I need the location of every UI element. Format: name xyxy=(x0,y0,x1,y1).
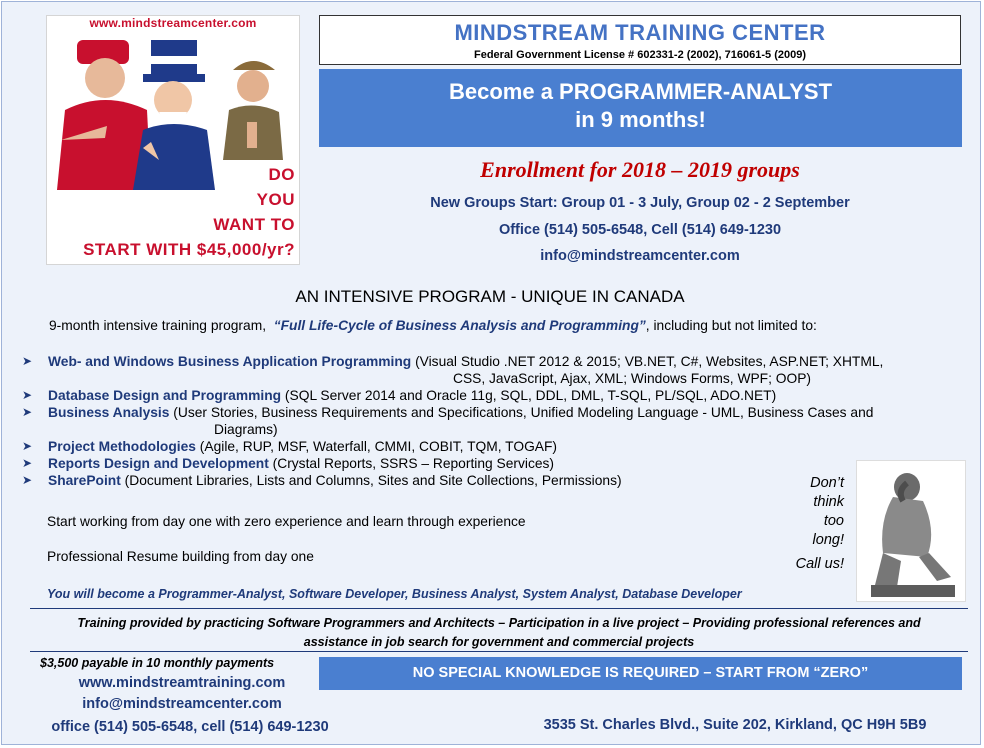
arrow-bullet-icon: ➤ xyxy=(22,388,33,402)
course-detail: (Crystal Reports, SSRS – Reporting Services) xyxy=(268,456,555,471)
course-title: Database Design and Programming xyxy=(48,388,282,403)
poster-url: www.mindstreamcenter.com xyxy=(89,16,257,30)
dont-think-line: long! xyxy=(812,532,844,548)
footer-email-link[interactable]: info@mindstreamcenter.com xyxy=(82,696,282,712)
arrow-bullet-icon: ➤ xyxy=(22,439,33,453)
poster-call-to-action xyxy=(83,162,295,262)
list-item xyxy=(22,438,962,455)
arrow-bullet-icon: ➤ xyxy=(22,405,33,419)
no-knowledge-banner: NO SPECIAL KNOWLEDGE IS REQUIRED – START FROM “ZERO” xyxy=(319,657,962,690)
intro-text-end: , including but not limited to: xyxy=(645,318,817,333)
course-detail: (User Stories, Business Requirements and Specifications, Unified Modeling Language - UML, Business Cases and xyxy=(169,405,874,420)
dont-think-line: think xyxy=(813,494,844,510)
course-title: Business Analysis xyxy=(48,405,170,420)
poster-cta-line: START WITH $45,000/yr? xyxy=(83,240,295,259)
career-outcomes-text: You will become a Programmer-Analyst, Software Developer, Business Analyst, System Analyst, Database Developer xyxy=(47,587,742,601)
dont-think-text xyxy=(810,474,844,550)
call-us-text: Call us! xyxy=(795,556,844,572)
center-title: MINDSTREAM TRAINING CENTER xyxy=(454,20,826,45)
intro-text: 9-month intensive training program, xyxy=(49,318,274,333)
course-title: Web- and Windows Business Application Programming xyxy=(48,354,412,369)
footer-phones: office (514) 505-6548, cell (514) 649-1230 xyxy=(51,719,329,735)
list-item xyxy=(22,404,962,438)
course-list xyxy=(22,353,962,489)
banner-line-1: Become a PROGRAMMER-ANALYST xyxy=(448,79,833,104)
thinker-statue-image xyxy=(856,460,966,602)
list-item xyxy=(22,387,962,404)
arrow-bullet-icon: ➤ xyxy=(22,456,33,470)
course-title: SharePoint xyxy=(48,473,121,488)
price-text: $3,500 payable in 10 monthly payments xyxy=(40,656,275,670)
banner-line-2: in 9 months! xyxy=(575,107,706,132)
course-detail: (Agile, RUP, MSF, Waterfall, CMMI, COBIT, TQM, TOGAF) xyxy=(195,439,558,454)
recruitment-poster-image xyxy=(46,15,300,265)
title-box xyxy=(319,15,961,65)
dont-think-line: Don’t xyxy=(810,475,844,491)
poster-cta-line: WANT TO xyxy=(213,215,295,234)
thinker-statue-icon xyxy=(857,461,965,601)
training-line-1: Training provided by practicing Software Programmers and Architects – Participation in a live project – Providing professional references and xyxy=(77,616,921,630)
course-detail-cont: CSS, JavaScript, Ajax, XML; Windows Forms, WPF; OOP) xyxy=(453,371,812,386)
license-text: Federal Government License # 602331-2 (2002), 716061-5 (2009) xyxy=(473,49,807,61)
divider-bottom xyxy=(30,651,968,652)
poster-cta-line: YOU xyxy=(256,190,295,209)
list-item xyxy=(22,353,962,387)
course-detail: (Document Libraries, Lists and Columns, Sites and Site Collections, Permissions) xyxy=(120,473,622,488)
arrow-bullet-icon: ➤ xyxy=(22,473,33,487)
training-text xyxy=(30,614,968,652)
phone-numbers: Office (514) 505-6548, Cell (514) 649-1230 xyxy=(498,222,782,238)
resume-text: Professional Resume building from day one xyxy=(47,549,314,564)
divider-top xyxy=(30,608,968,609)
intro-emphasis: “Full Life-Cycle of Business Analysis and Programming” xyxy=(273,318,646,333)
start-working-text: Start working from day one with zero experience and learn through experience xyxy=(47,514,526,529)
program-intro xyxy=(49,318,817,333)
groups-start-text: New Groups Start: Group 01 - 3 July, Group 02 - 2 September xyxy=(430,195,850,211)
course-title: Reports Design and Development xyxy=(48,456,269,471)
course-detail-cont: Diagrams) xyxy=(214,422,278,437)
address-text: 3535 St. Charles Blvd., Suite 202, Kirkland, QC H9H 5B9 xyxy=(543,717,927,733)
arrow-bullet-icon: ➤ xyxy=(22,354,33,368)
course-detail: (SQL Server 2014 and Oracle 11g, SQL, DDL, DML, T-SQL, PL/SQL, ADO.NET) xyxy=(281,388,777,403)
headline-banner xyxy=(319,69,962,147)
course-detail: (Visual Studio .NET 2012 & 2015; VB.NET, C#, Websites, ASP.NET; XHTML, xyxy=(411,354,884,369)
enrollment-title: Enrollment for 2018 – 2019 groups xyxy=(480,157,800,182)
course-title: Project Methodologies xyxy=(48,439,196,454)
email-link[interactable]: info@mindstreamcenter.com xyxy=(540,248,740,264)
training-line-2: assistance in job search for government and commercial projects xyxy=(303,635,695,649)
list-item xyxy=(22,455,962,472)
dont-think-line: too xyxy=(823,513,844,529)
program-heading: AN INTENSIVE PROGRAM - UNIQUE IN CANADA xyxy=(295,287,685,306)
poster-cta-line: DO xyxy=(268,165,295,184)
website-link[interactable]: www.mindstreamtraining.com xyxy=(78,675,286,691)
